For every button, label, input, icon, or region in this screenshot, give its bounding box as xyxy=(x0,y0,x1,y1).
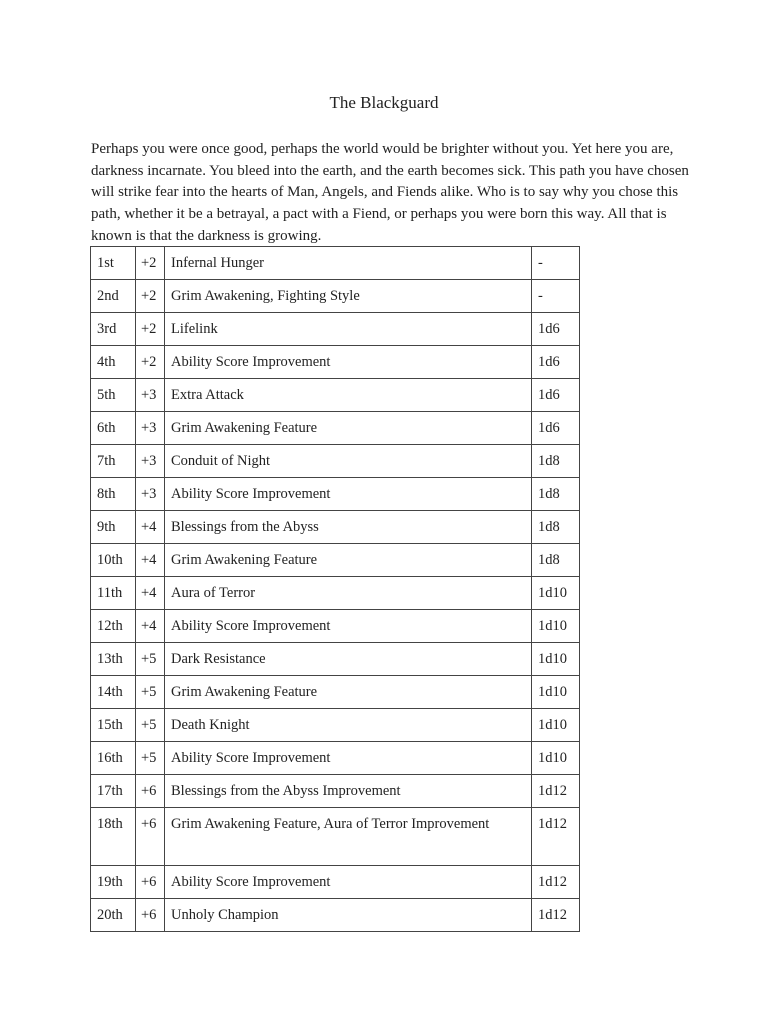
dice-cell: 1d12 xyxy=(532,899,580,932)
level-cell: 8th xyxy=(91,478,136,511)
dice-cell: 1d12 xyxy=(532,866,580,899)
level-cell: 14th xyxy=(91,676,136,709)
table-row xyxy=(91,511,580,544)
level-cell: 1st xyxy=(91,247,136,280)
table-row xyxy=(91,280,580,313)
features-cell: Lifelink xyxy=(165,313,532,346)
table-row xyxy=(91,610,580,643)
table-row xyxy=(91,445,580,478)
table-row xyxy=(91,379,580,412)
level-cell: 18th xyxy=(91,808,136,866)
table-row xyxy=(91,899,580,932)
features-cell: Blessings from the Abyss Improvement xyxy=(165,775,532,808)
level-table xyxy=(90,246,580,932)
features-cell: Ability Score Improvement xyxy=(165,866,532,899)
table-row xyxy=(91,577,580,610)
dice-cell: 1d6 xyxy=(532,412,580,445)
dice-cell: 1d10 xyxy=(532,709,580,742)
proficiency-cell: +6 xyxy=(136,899,165,932)
level-cell: 16th xyxy=(91,742,136,775)
proficiency-cell: +3 xyxy=(136,412,165,445)
dice-cell: 1d6 xyxy=(532,379,580,412)
level-cell: 17th xyxy=(91,775,136,808)
proficiency-cell: +6 xyxy=(136,775,165,808)
proficiency-cell: +5 xyxy=(136,643,165,676)
table-row xyxy=(91,775,580,808)
proficiency-cell: +5 xyxy=(136,676,165,709)
features-cell: Dark Resistance xyxy=(165,643,532,676)
intro-text: Perhaps you were once good, perhaps the world would be brighter without you. Yet here you are, darkness incarnate. You bleed into the earth, and the earth becomes sick. This path you have chosen will strike fear into the hearts of Man, Angels, and Fiends alike. Who is to say why you chose this path, whether it be a betrayal, a pact with a Fiend, or perhaps you were born this way. All that is known is that the darkness is growing. xyxy=(91,141,689,244)
dice-cell: 1d6 xyxy=(532,346,580,379)
proficiency-cell: +2 xyxy=(136,346,165,379)
features-cell: Grim Awakening, Fighting Style xyxy=(165,280,532,313)
proficiency-cell: +3 xyxy=(136,445,165,478)
features-cell: Death Knight xyxy=(165,709,532,742)
features-cell: Unholy Champion xyxy=(165,899,532,932)
proficiency-cell: +3 xyxy=(136,379,165,412)
table-row xyxy=(91,643,580,676)
table-row xyxy=(91,676,580,709)
dice-cell: 1d10 xyxy=(532,676,580,709)
table-row xyxy=(91,808,580,866)
dice-cell: 1d12 xyxy=(532,808,580,866)
dice-cell: 1d8 xyxy=(532,445,580,478)
table-row xyxy=(91,866,580,899)
features-cell: Ability Score Improvement xyxy=(165,610,532,643)
dice-cell: 1d10 xyxy=(532,577,580,610)
dice-cell: - xyxy=(532,247,580,280)
table-row xyxy=(91,247,580,280)
proficiency-cell: +4 xyxy=(136,577,165,610)
level-cell: 20th xyxy=(91,899,136,932)
proficiency-cell: +2 xyxy=(136,313,165,346)
proficiency-cell: +4 xyxy=(136,511,165,544)
table-row xyxy=(91,709,580,742)
proficiency-cell: +5 xyxy=(136,742,165,775)
dice-cell: 1d10 xyxy=(532,610,580,643)
features-cell: Conduit of Night xyxy=(165,445,532,478)
level-cell: 2nd xyxy=(91,280,136,313)
features-cell: Aura of Terror xyxy=(165,577,532,610)
proficiency-cell: +2 xyxy=(136,280,165,313)
table-row xyxy=(91,346,580,379)
intro-paragraph xyxy=(91,139,691,248)
features-cell: Infernal Hunger xyxy=(165,247,532,280)
proficiency-cell: +5 xyxy=(136,709,165,742)
dice-cell: 1d10 xyxy=(532,742,580,775)
proficiency-cell: +6 xyxy=(136,808,165,866)
features-cell: Grim Awakening Feature xyxy=(165,412,532,445)
proficiency-cell: +3 xyxy=(136,478,165,511)
features-cell: Extra Attack xyxy=(165,379,532,412)
level-cell: 3rd xyxy=(91,313,136,346)
table-row xyxy=(91,478,580,511)
features-cell: Ability Score Improvement xyxy=(165,346,532,379)
level-cell: 19th xyxy=(91,866,136,899)
level-cell: 12th xyxy=(91,610,136,643)
dice-cell: - xyxy=(532,280,580,313)
level-cell: 7th xyxy=(91,445,136,478)
dice-cell: 1d8 xyxy=(532,511,580,544)
level-cell: 10th xyxy=(91,544,136,577)
table-row xyxy=(91,742,580,775)
table-row xyxy=(91,313,580,346)
level-cell: 9th xyxy=(91,511,136,544)
features-cell: Blessings from the Abyss xyxy=(165,511,532,544)
table-row xyxy=(91,544,580,577)
dice-cell: 1d8 xyxy=(532,478,580,511)
level-cell: 15th xyxy=(91,709,136,742)
features-cell: Grim Awakening Feature xyxy=(165,676,532,709)
features-cell: Ability Score Improvement xyxy=(165,478,532,511)
table-row xyxy=(91,412,580,445)
level-cell: 4th xyxy=(91,346,136,379)
page-title: The Blackguard xyxy=(329,93,439,112)
proficiency-cell: +2 xyxy=(136,247,165,280)
level-cell: 5th xyxy=(91,379,136,412)
features-cell: Grim Awakening Feature, Aura of Terror Improvement xyxy=(165,808,532,866)
proficiency-cell: +4 xyxy=(136,544,165,577)
dice-cell: 1d8 xyxy=(532,544,580,577)
level-cell: 6th xyxy=(91,412,136,445)
dice-cell: 1d6 xyxy=(532,313,580,346)
dice-cell: 1d10 xyxy=(532,643,580,676)
proficiency-cell: +6 xyxy=(136,866,165,899)
features-cell: Ability Score Improvement xyxy=(165,742,532,775)
proficiency-cell: +4 xyxy=(136,610,165,643)
level-cell: 13th xyxy=(91,643,136,676)
features-cell: Grim Awakening Feature xyxy=(165,544,532,577)
level-cell: 11th xyxy=(91,577,136,610)
dice-cell: 1d12 xyxy=(532,775,580,808)
